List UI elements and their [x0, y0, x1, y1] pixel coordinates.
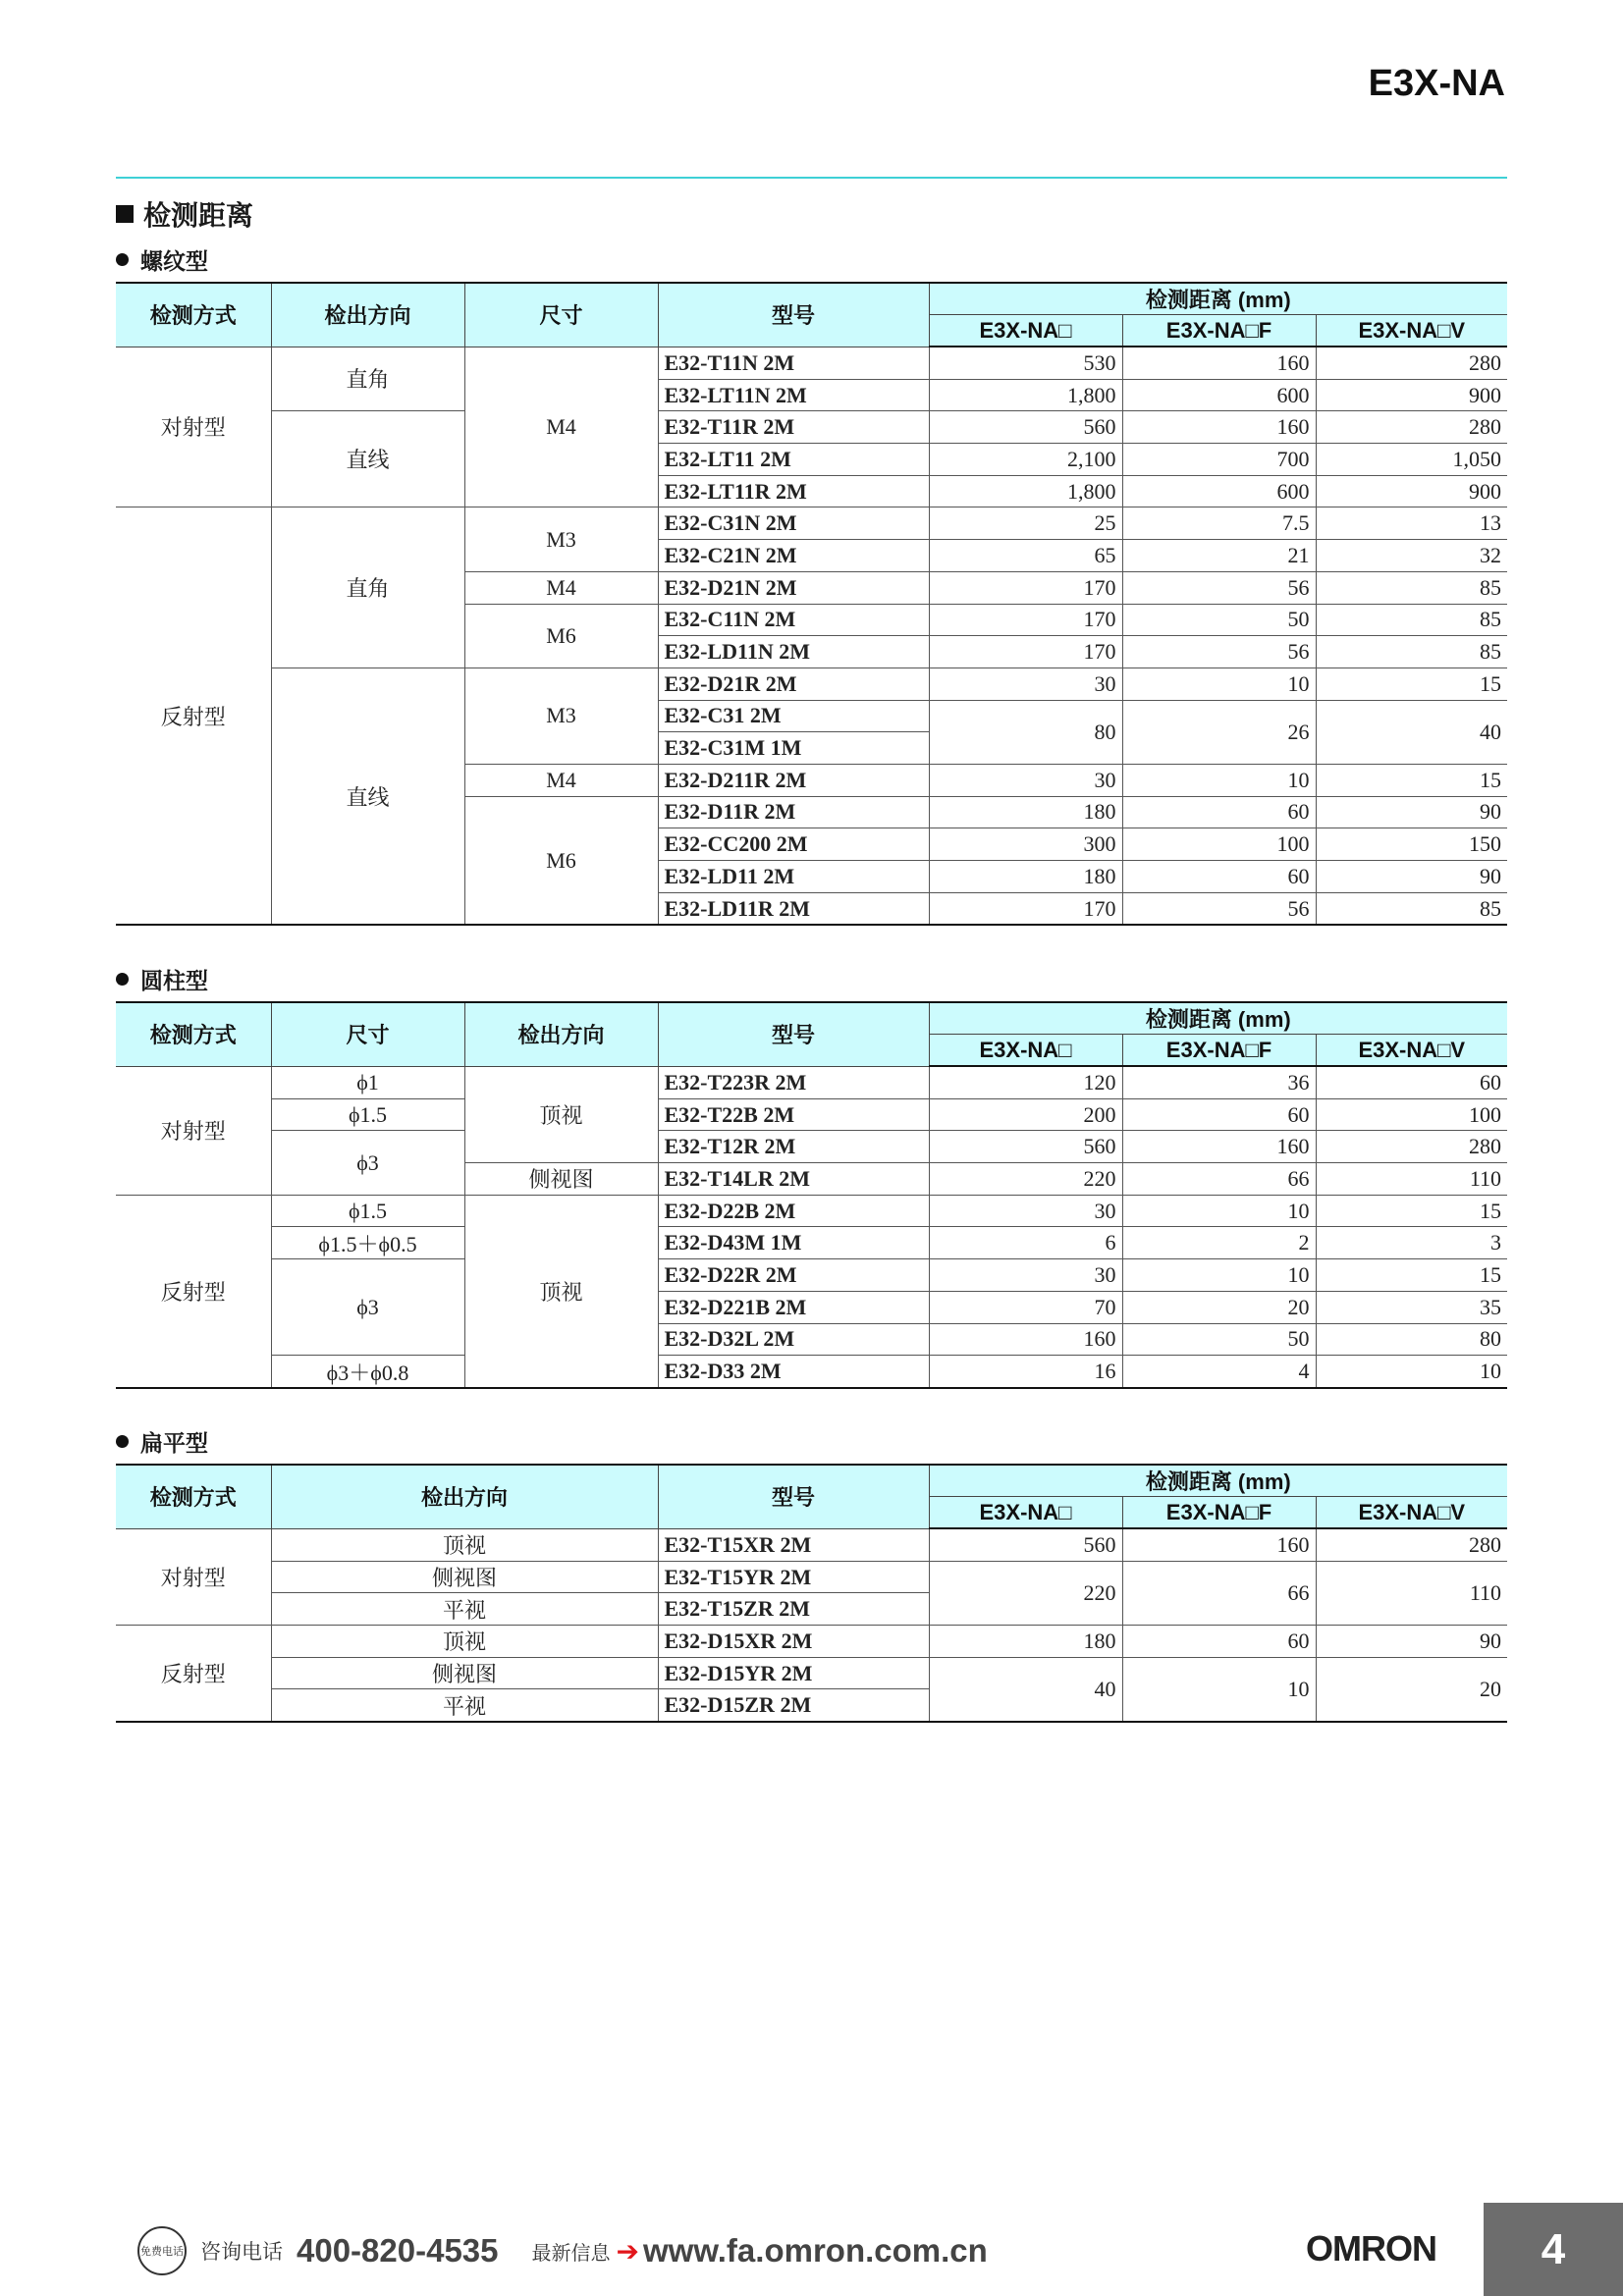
na-cell: 160 — [929, 1323, 1122, 1356]
header-naf: E3X-NA□F — [1122, 1035, 1316, 1067]
naf-cell: 160 — [1122, 1131, 1316, 1163]
model-cell: E32-T223R 2M — [658, 1066, 929, 1098]
direction-cell: 平视 — [271, 1689, 658, 1722]
na-cell: 220 — [929, 1561, 1122, 1625]
direction-cell: 平视 — [271, 1593, 658, 1626]
model-cell: E32-T15XR 2M — [658, 1528, 929, 1561]
table-row — [116, 1528, 1507, 1561]
model-cell: E32-T15YR 2M — [658, 1561, 929, 1593]
naf-cell: 7.5 — [1122, 507, 1316, 540]
naf-cell: 10 — [1122, 667, 1316, 700]
inquiry-label: 咨询电话 — [200, 2240, 283, 2264]
na-cell: 560 — [929, 1131, 1122, 1163]
table-row — [116, 667, 1507, 700]
table-row — [116, 1626, 1507, 1658]
table-row — [116, 1227, 1507, 1259]
header-size: 尺寸 — [271, 1002, 464, 1066]
thread-table — [116, 282, 1507, 926]
header-divider — [116, 177, 1507, 179]
header-size: 尺寸 — [464, 283, 658, 347]
header-na: E3X-NA□ — [929, 315, 1122, 347]
nav-cell: 10 — [1316, 1356, 1507, 1388]
na-cell: 80 — [929, 700, 1122, 764]
subsection-cylinder-text: 圆柱型 — [140, 969, 208, 994]
naf-cell: 10 — [1122, 764, 1316, 796]
naf-cell: 50 — [1122, 1323, 1316, 1356]
naf-cell: 160 — [1122, 411, 1316, 444]
nav-cell: 90 — [1316, 1626, 1507, 1658]
naf-cell: 4 — [1122, 1356, 1316, 1388]
model-cell: E32-LT11 2M — [658, 444, 929, 476]
table-row — [116, 507, 1507, 540]
na-cell: 25 — [929, 507, 1122, 540]
table-row — [116, 1066, 1507, 1098]
model-cell: E32-C31 2M — [658, 700, 929, 732]
na-cell: 2,100 — [929, 444, 1122, 476]
method-cell: 对射型 — [116, 347, 271, 507]
bullet-icon — [116, 253, 129, 266]
size-cell: ϕ1.5 — [271, 1098, 464, 1131]
model-cell: E32-T11N 2M — [658, 347, 929, 379]
naf-cell: 56 — [1122, 892, 1316, 925]
nav-cell: 100 — [1316, 1098, 1507, 1131]
subsection-cylinder — [116, 963, 208, 995]
model-cell: E32-LD11 2M — [658, 861, 929, 893]
naf-cell: 66 — [1122, 1163, 1316, 1196]
naf-cell: 60 — [1122, 796, 1316, 828]
model-cell: E32-D221B 2M — [658, 1291, 929, 1323]
na-cell: 560 — [929, 1528, 1122, 1561]
method-cell: 反射型 — [116, 1195, 271, 1388]
header-distance: 检测距离 (mm) — [929, 1002, 1507, 1035]
flat-table — [116, 1464, 1507, 1723]
nav-cell: 900 — [1316, 379, 1507, 411]
model-cell: E32-LD11R 2M — [658, 892, 929, 925]
size-cell: ϕ1 — [271, 1066, 464, 1098]
nav-cell: 35 — [1316, 1291, 1507, 1323]
naf-cell: 10 — [1122, 1259, 1316, 1292]
na-cell: 1,800 — [929, 379, 1122, 411]
model-cell: E32-C21N 2M — [658, 540, 929, 572]
naf-cell: 36 — [1122, 1066, 1316, 1098]
na-cell: 170 — [929, 636, 1122, 668]
header-na: E3X-NA□ — [929, 1035, 1122, 1067]
header-method: 检测方式 — [116, 1465, 271, 1528]
direction-cell: 顶视 — [464, 1066, 658, 1163]
nav-cell: 40 — [1316, 700, 1507, 764]
model-cell: E32-T15ZR 2M — [658, 1593, 929, 1626]
model-cell: E32-T12R 2M — [658, 1131, 929, 1163]
na-cell: 220 — [929, 1163, 1122, 1196]
table-row — [116, 1259, 1507, 1292]
naf-cell: 600 — [1122, 379, 1316, 411]
table-row — [116, 1195, 1507, 1227]
model-cell: E32-C11N 2M — [658, 604, 929, 636]
na-cell: 30 — [929, 667, 1122, 700]
phone-number: 400-820-4535 — [297, 2232, 499, 2269]
model-cell: E32-CC200 2M — [658, 828, 929, 861]
header-model: 型号 — [658, 283, 929, 347]
model-cell: E32-LD11N 2M — [658, 636, 929, 668]
size-cell: ϕ1.5＋ϕ0.5 — [271, 1227, 464, 1259]
nav-cell: 280 — [1316, 1131, 1507, 1163]
na-cell: 300 — [929, 828, 1122, 861]
model-cell: E32-D32L 2M — [658, 1323, 929, 1356]
header-nav: E3X-NA□V — [1316, 1497, 1507, 1529]
header-model: 型号 — [658, 1465, 929, 1528]
size-cell: M3 — [464, 507, 658, 571]
model-cell: E32-D11R 2M — [658, 796, 929, 828]
phone-badge-text: 免费电话 — [140, 2245, 184, 2258]
nav-cell: 280 — [1316, 1528, 1507, 1561]
footer-contact — [137, 2226, 988, 2275]
header-method: 检测方式 — [116, 283, 271, 347]
bullet-icon — [116, 1435, 129, 1448]
naf-cell: 2 — [1122, 1227, 1316, 1259]
nav-cell: 1,050 — [1316, 444, 1507, 476]
na-cell: 170 — [929, 571, 1122, 604]
naf-cell: 700 — [1122, 444, 1316, 476]
model-cell: E32-T22B 2M — [658, 1098, 929, 1131]
model-cell: E32-D43M 1M — [658, 1227, 929, 1259]
nav-cell: 90 — [1316, 796, 1507, 828]
header-model: 型号 — [658, 1002, 929, 1066]
direction-cell: 顶视 — [271, 1626, 658, 1658]
model-cell: E32-T11R 2M — [658, 411, 929, 444]
bullet-icon — [116, 973, 129, 986]
model-cell: E32-D21N 2M — [658, 571, 929, 604]
nav-cell: 15 — [1316, 1259, 1507, 1292]
method-cell: 对射型 — [116, 1528, 271, 1626]
direction-cell: 侧视图 — [271, 1561, 658, 1593]
model-cell: E32-D22R 2M — [658, 1259, 929, 1292]
table-row — [116, 347, 1507, 379]
size-cell: M3 — [464, 667, 658, 764]
model-cell: E32-LT11R 2M — [658, 475, 929, 507]
model-cell: E32-D15ZR 2M — [658, 1689, 929, 1722]
na-cell: 1,800 — [929, 475, 1122, 507]
phone-icon — [137, 2226, 187, 2275]
naf-cell: 600 — [1122, 475, 1316, 507]
size-cell: ϕ3＋ϕ0.8 — [271, 1356, 464, 1388]
direction-cell: 侧视图 — [464, 1163, 658, 1196]
model-cell: E32-D33 2M — [658, 1356, 929, 1388]
nav-cell: 15 — [1316, 667, 1507, 700]
nav-cell: 150 — [1316, 828, 1507, 861]
na-cell: 30 — [929, 1195, 1122, 1227]
direction-cell: 直线 — [271, 667, 464, 925]
model-cell: E32-D15XR 2M — [658, 1626, 929, 1658]
naf-cell: 56 — [1122, 636, 1316, 668]
size-cell: M4 — [464, 571, 658, 604]
nav-cell: 110 — [1316, 1561, 1507, 1625]
naf-cell: 60 — [1122, 1098, 1316, 1131]
nav-cell: 85 — [1316, 571, 1507, 604]
table-row — [116, 1131, 1507, 1163]
na-cell: 180 — [929, 796, 1122, 828]
section-title — [116, 194, 253, 234]
direction-cell: 直角 — [271, 347, 464, 411]
na-cell: 6 — [929, 1227, 1122, 1259]
nav-cell: 13 — [1316, 507, 1507, 540]
model-cell: E32-T14LR 2M — [658, 1163, 929, 1196]
na-cell: 16 — [929, 1356, 1122, 1388]
table-row — [116, 1356, 1507, 1388]
method-cell: 反射型 — [116, 1626, 271, 1723]
omron-logo: OMRON — [1306, 2228, 1436, 2269]
table-row — [116, 1098, 1507, 1131]
header-direction: 检出方向 — [271, 283, 464, 347]
nav-cell: 80 — [1316, 1323, 1507, 1356]
direction-cell: 直线 — [271, 411, 464, 507]
table-row — [116, 411, 1507, 444]
model-cell: E32-LT11N 2M — [658, 379, 929, 411]
nav-cell: 110 — [1316, 1163, 1507, 1196]
na-cell: 30 — [929, 1259, 1122, 1292]
model-cell: E32-D21R 2M — [658, 667, 929, 700]
naf-cell: 66 — [1122, 1561, 1316, 1625]
nav-cell: 15 — [1316, 764, 1507, 796]
nav-cell: 90 — [1316, 861, 1507, 893]
model-cell: E32-D211R 2M — [658, 764, 929, 796]
subsection-thread — [116, 243, 208, 276]
method-cell: 反射型 — [116, 507, 271, 925]
size-cell: M4 — [464, 347, 658, 507]
size-cell: M6 — [464, 796, 658, 925]
subsection-thread-text: 螺纹型 — [140, 249, 208, 275]
header-distance: 检测距离 (mm) — [929, 1465, 1507, 1497]
size-cell: M6 — [464, 604, 658, 667]
nav-cell: 85 — [1316, 604, 1507, 636]
page-number: 4 — [1484, 2203, 1623, 2296]
na-cell: 70 — [929, 1291, 1122, 1323]
section-title-text: 检测距离 — [143, 199, 254, 232]
website-link[interactable]: www.fa.omron.com.cn — [642, 2232, 988, 2269]
nav-cell: 85 — [1316, 892, 1507, 925]
size-cell: M4 — [464, 764, 658, 796]
naf-cell: 160 — [1122, 1528, 1316, 1561]
direction-cell: 侧视图 — [271, 1657, 658, 1689]
header-direction: 检出方向 — [464, 1002, 658, 1066]
na-cell: 530 — [929, 347, 1122, 379]
nav-cell: 60 — [1316, 1066, 1507, 1098]
size-cell: ϕ1.5 — [271, 1195, 464, 1227]
na-cell: 120 — [929, 1066, 1122, 1098]
naf-cell: 10 — [1122, 1195, 1316, 1227]
latest-info-label: 最新信息 — [531, 2240, 611, 2265]
subsection-flat-text: 扁平型 — [140, 1431, 208, 1457]
header-nav: E3X-NA□V — [1316, 1035, 1507, 1067]
na-cell: 180 — [929, 1626, 1122, 1658]
nav-cell: 280 — [1316, 347, 1507, 379]
naf-cell: 20 — [1122, 1291, 1316, 1323]
naf-cell: 50 — [1122, 604, 1316, 636]
header-naf: E3X-NA□F — [1122, 315, 1316, 347]
arrow-right-icon: ➔ — [616, 2234, 639, 2268]
direction-cell: 顶视 — [271, 1528, 658, 1561]
model-cell: E32-C31N 2M — [658, 507, 929, 540]
table-row — [116, 1657, 1507, 1689]
na-cell: 180 — [929, 861, 1122, 893]
naf-cell: 10 — [1122, 1657, 1316, 1722]
na-cell: 40 — [929, 1657, 1122, 1722]
method-cell: 对射型 — [116, 1066, 271, 1195]
naf-cell: 100 — [1122, 828, 1316, 861]
header-nav: E3X-NA□V — [1316, 315, 1507, 347]
size-cell: ϕ3 — [271, 1131, 464, 1195]
cylinder-table — [116, 1001, 1507, 1389]
product-title: E3X-NA — [1368, 63, 1505, 104]
square-bullet-icon — [116, 205, 134, 223]
naf-cell: 60 — [1122, 1626, 1316, 1658]
na-cell: 200 — [929, 1098, 1122, 1131]
na-cell: 65 — [929, 540, 1122, 572]
header-naf: E3X-NA□F — [1122, 1497, 1316, 1529]
naf-cell: 160 — [1122, 347, 1316, 379]
naf-cell: 26 — [1122, 700, 1316, 764]
size-cell: ϕ3 — [271, 1259, 464, 1356]
header-direction: 检出方向 — [271, 1465, 658, 1528]
naf-cell: 21 — [1122, 540, 1316, 572]
subsection-flat — [116, 1425, 208, 1458]
naf-cell: 60 — [1122, 861, 1316, 893]
model-cell: E32-D15YR 2M — [658, 1657, 929, 1689]
naf-cell: 56 — [1122, 571, 1316, 604]
na-cell: 170 — [929, 604, 1122, 636]
na-cell: 170 — [929, 892, 1122, 925]
header-distance: 检测距离 (mm) — [929, 283, 1507, 315]
nav-cell: 20 — [1316, 1657, 1507, 1722]
model-cell: E32-D22B 2M — [658, 1195, 929, 1227]
header-na: E3X-NA□ — [929, 1497, 1122, 1529]
nav-cell: 15 — [1316, 1195, 1507, 1227]
header-method: 检测方式 — [116, 1002, 271, 1066]
nav-cell: 3 — [1316, 1227, 1507, 1259]
nav-cell: 32 — [1316, 540, 1507, 572]
nav-cell: 85 — [1316, 636, 1507, 668]
nav-cell: 280 — [1316, 411, 1507, 444]
model-cell: E32-C31M 1M — [658, 732, 929, 765]
nav-cell: 900 — [1316, 475, 1507, 507]
direction-cell: 直角 — [271, 507, 464, 667]
na-cell: 30 — [929, 764, 1122, 796]
direction-cell: 顶视 — [464, 1195, 658, 1388]
table-row — [116, 1561, 1507, 1593]
na-cell: 560 — [929, 411, 1122, 444]
